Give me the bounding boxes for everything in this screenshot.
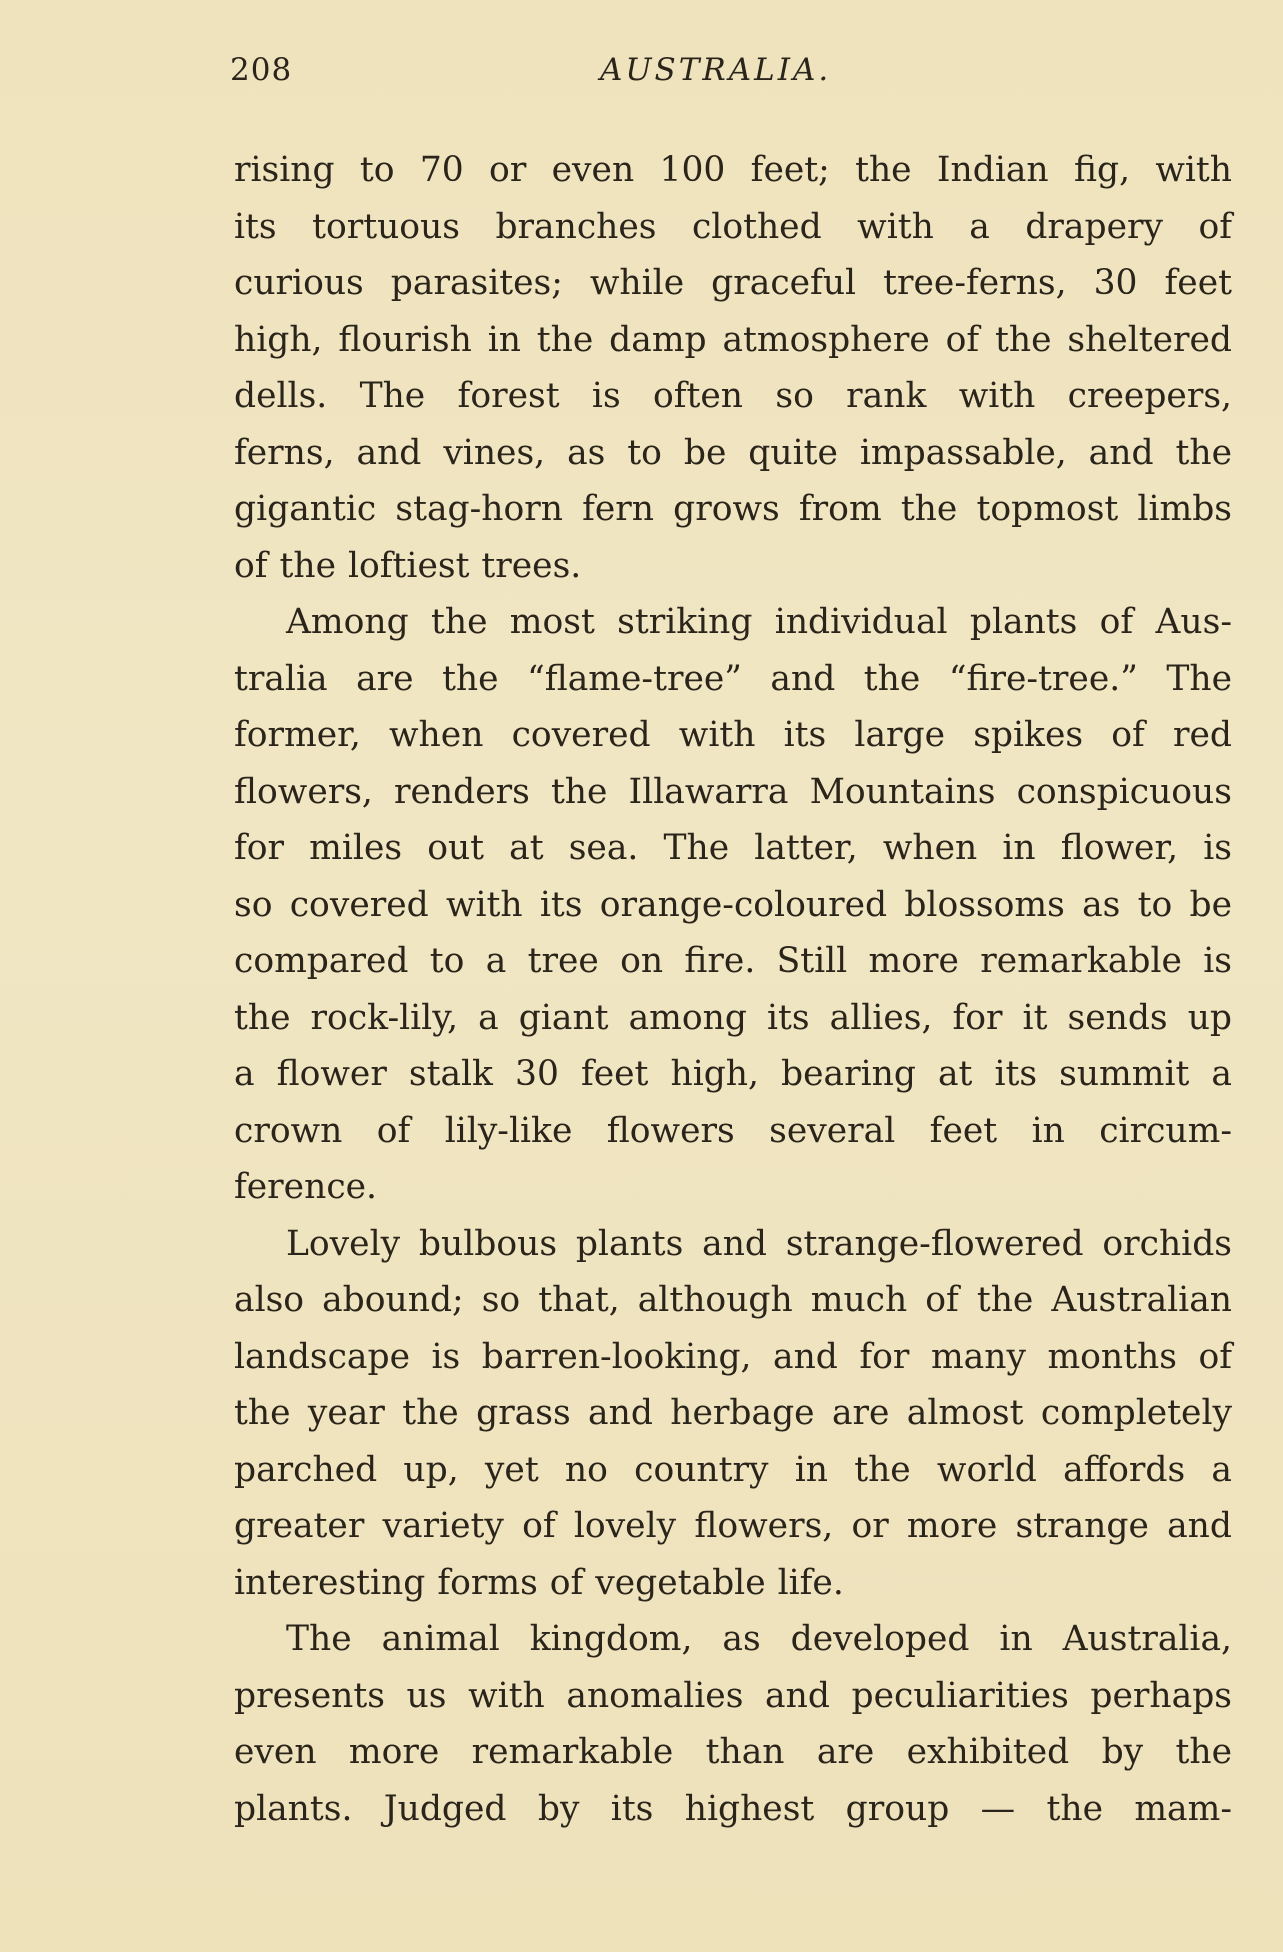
text-line: also abound; so that, although much of the Australian bbox=[234, 1280, 1232, 1320]
text-line: ferns, and vines, as to be quite impassable, and the bbox=[234, 432, 1232, 473]
text-line: landscape is barren-looking, and for many months of bbox=[234, 1336, 1232, 1377]
text-line: The animal kingdom, as developed in Australia, bbox=[286, 1619, 1232, 1659]
running-head bbox=[230, 52, 860, 98]
running-title: AUSTRALIA. bbox=[600, 52, 832, 88]
text-line: high, flourish in the damp atmosphere of the sheltered bbox=[234, 319, 1232, 360]
text-line: its tortuous branches clothed with a drapery of bbox=[234, 206, 1232, 247]
text-line: former, when covered with its large spikes of red bbox=[234, 715, 1232, 755]
body-text bbox=[234, 142, 1232, 1837]
text-line: tralia are the “flame-tree” and the “fire-tree.” The bbox=[234, 658, 1232, 699]
text-line: Lovely bulbous plants and strange-flowered orchids bbox=[286, 1223, 1232, 1264]
text-line: gigantic stag-horn fern grows from the topmost limbs bbox=[234, 489, 1232, 529]
text-line: the rock-lily, a giant among its allies, for it sends up bbox=[234, 997, 1232, 1038]
text-line: greater variety of lovely flowers, or more strange and bbox=[234, 1506, 1232, 1546]
text-line: compared to a tree on fire. Still more remarkable is bbox=[234, 941, 1232, 981]
text-line: ference. bbox=[234, 1167, 378, 1207]
text-line: the year the grass and herbage are almost completely bbox=[234, 1393, 1232, 1433]
text-line: parched up, yet no country in the world affords a bbox=[234, 1449, 1232, 1490]
text-line: of the loftiest trees. bbox=[234, 545, 582, 586]
page-number: 208 bbox=[230, 52, 293, 88]
text-line: dells. The forest is often so rank with creepers, bbox=[234, 376, 1232, 416]
text-line: Among the most striking individual plants of Aus- bbox=[286, 602, 1232, 642]
text-line: rising to 70 or even 100 feet; the Indian fig, with bbox=[234, 150, 1232, 190]
text-line: for miles out at sea. The latter, when in flower, is bbox=[234, 828, 1232, 868]
text-line: crown of lily-like flowers several feet in circum- bbox=[234, 1110, 1232, 1151]
text-line: so covered with its orange-coloured blossoms as to be bbox=[234, 884, 1232, 925]
text-line: presents us with anomalies and peculiarities perhaps bbox=[234, 1675, 1232, 1716]
text-line: plants. Judged by its highest group — the mam- bbox=[234, 1788, 1232, 1829]
text-line: interesting forms of vegetable life. bbox=[234, 1562, 844, 1603]
text-line: even more remarkable than are exhibited by the bbox=[234, 1732, 1232, 1772]
text-line: curious parasites; while graceful tree-ferns, 30 feet bbox=[234, 263, 1232, 303]
text-line: a flower stalk 30 feet high, bearing at its summit a bbox=[234, 1054, 1232, 1094]
text-line: flowers, renders the Illawarra Mountains conspicuous bbox=[234, 771, 1232, 812]
